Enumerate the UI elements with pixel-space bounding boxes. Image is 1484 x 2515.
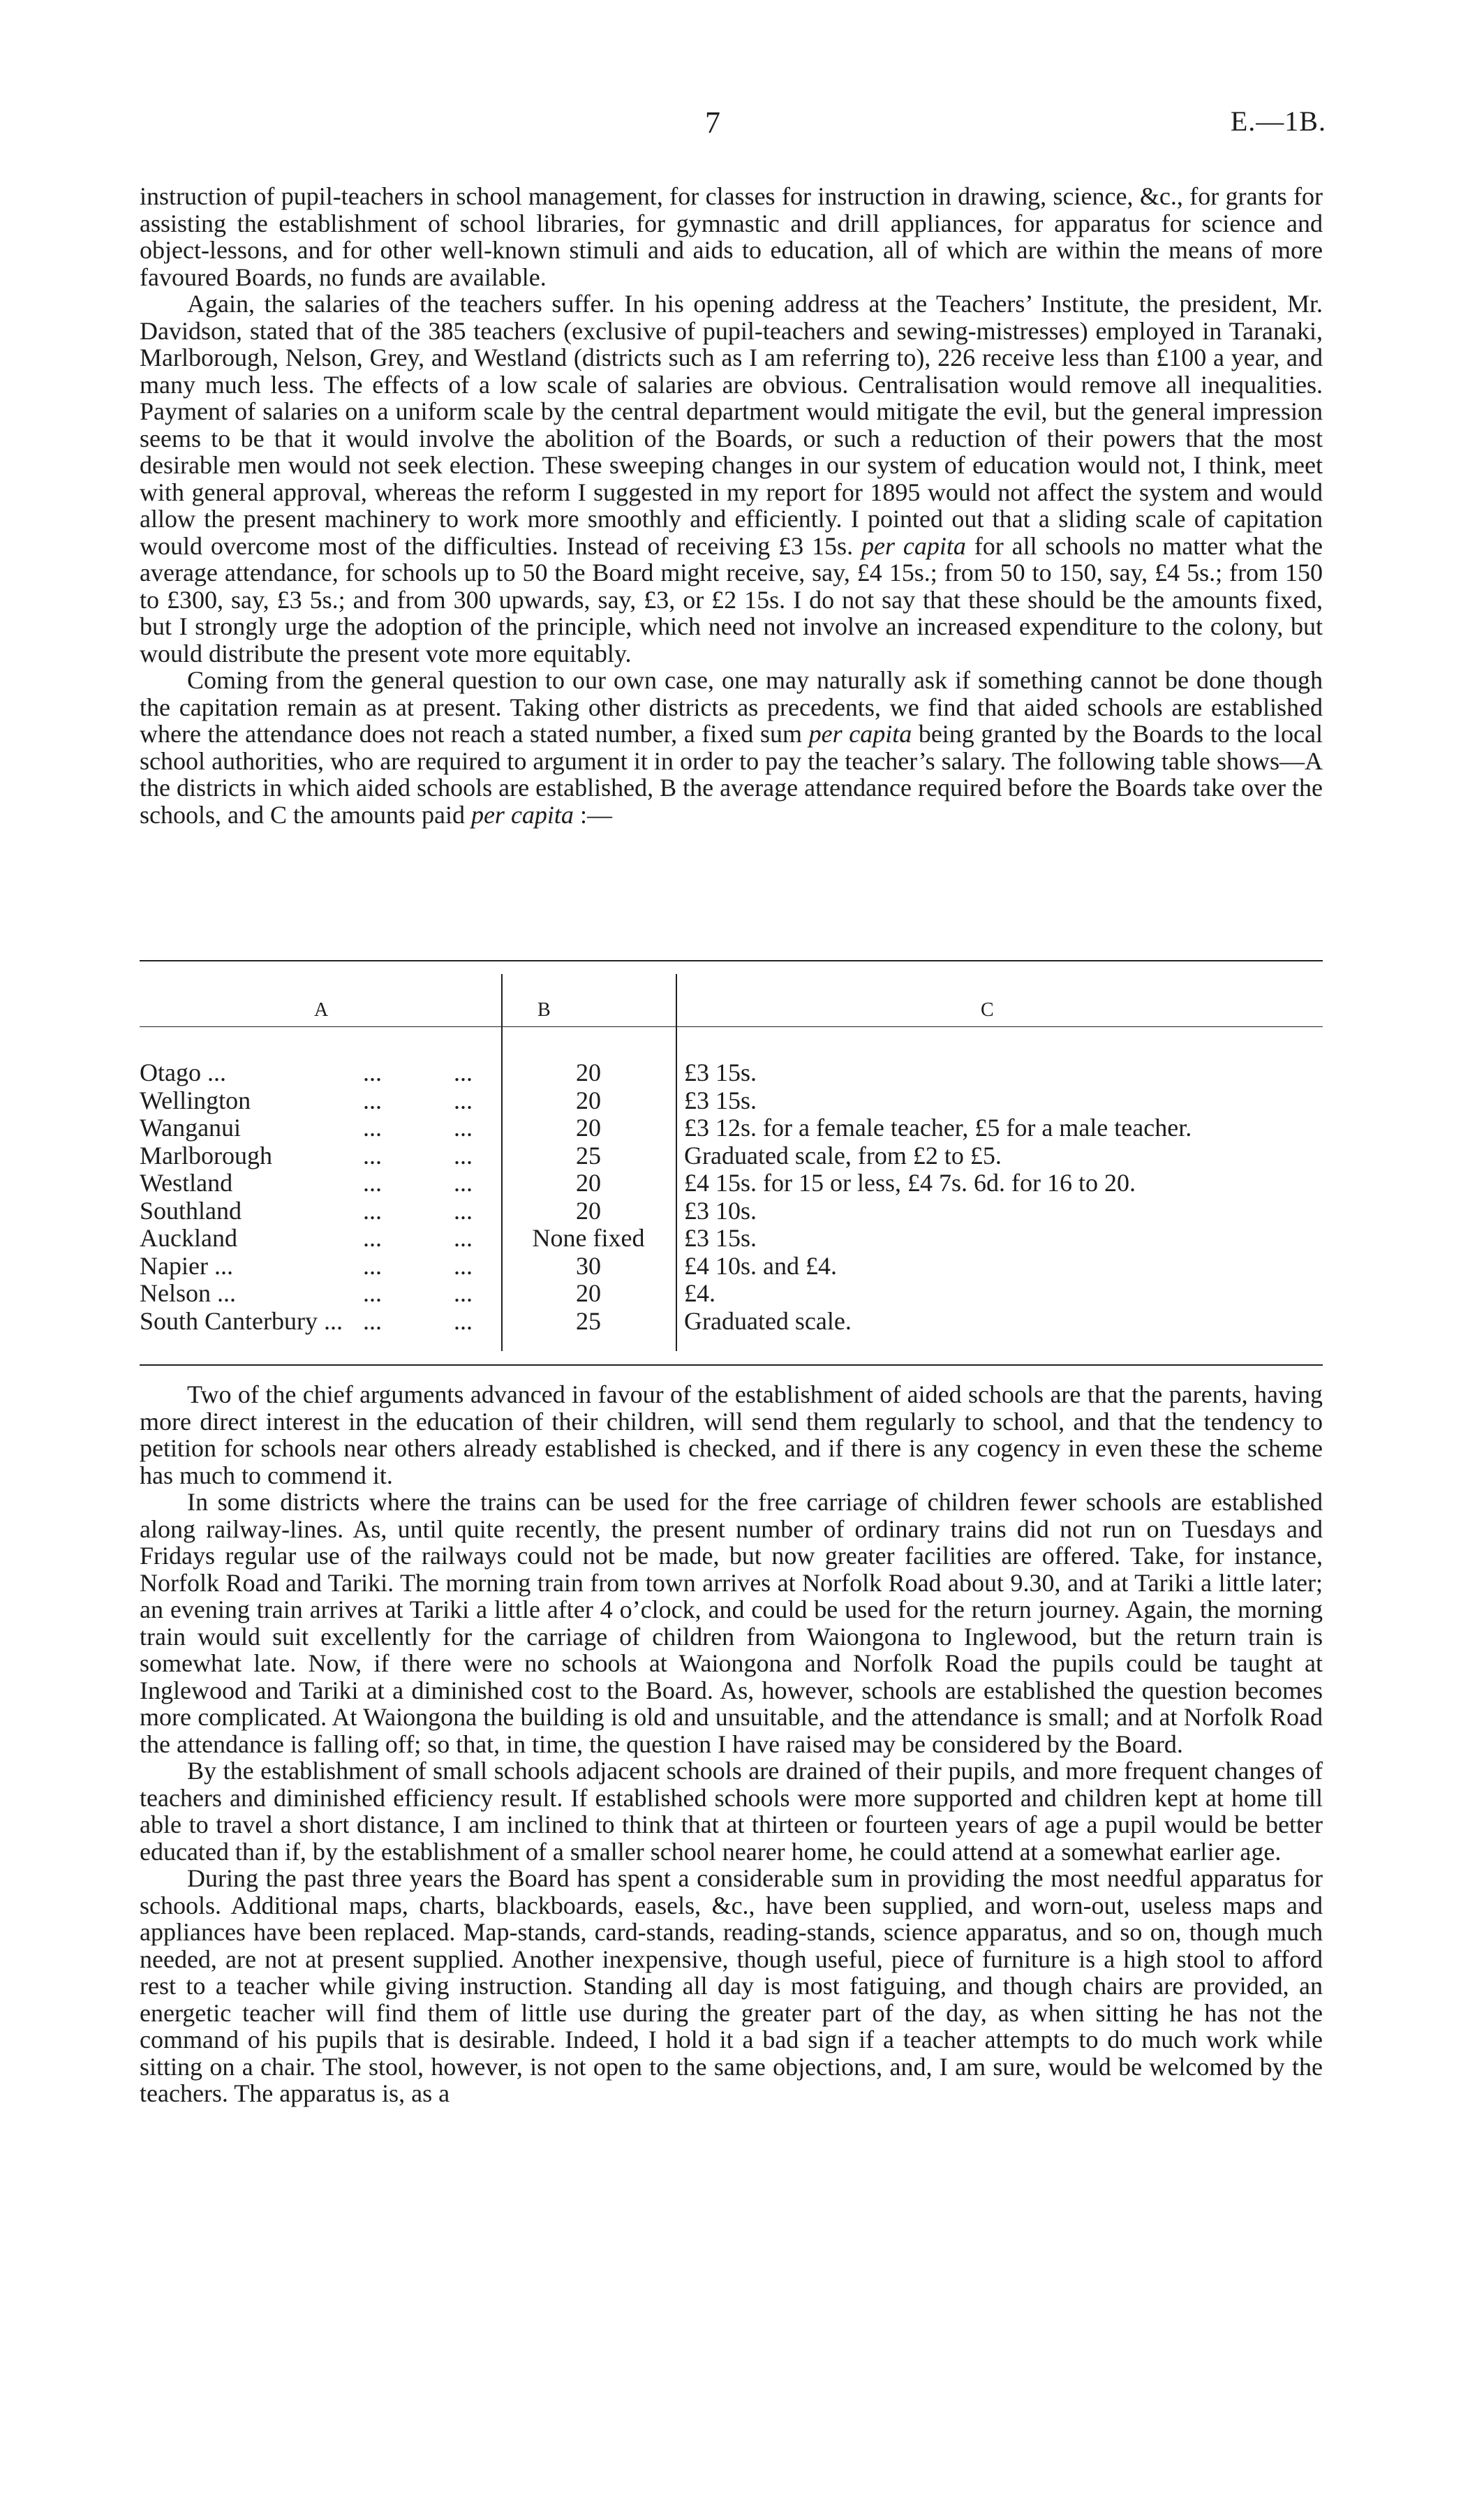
amount-cell: £3 15s. xyxy=(684,1059,757,1086)
district-cell: Napier ... xyxy=(140,1251,233,1280)
page-header xyxy=(0,105,1484,147)
attendance-cell: 20 xyxy=(576,1169,601,1197)
amount-cell: £3 12s. for a female teacher, £5 for a male teacher. xyxy=(684,1114,1192,1142)
table-row: ... ... Southland 20 £3 10s. xyxy=(140,1196,757,1225)
amount-cell: £3 10s. xyxy=(684,1196,757,1225)
attendance-cell: 20 xyxy=(576,1196,601,1225)
table-bottom-rule xyxy=(140,1364,1323,1366)
paragraph: Again, the salaries of the teachers suffer. In his opening address at the Teachers’ Institute, the president, Mr. Davidson, stated that of the 385 teachers (exclusive of pupil-teachers and sewing-mistresses) employed in Taranaki, Marlborough, Nelson, Grey, and Westland (districts such as I am referring to), 226 receive less than £100 a year, and many much less. The effects of a low scale of salaries are obvious. Centralisation would remove all inequalities. Payment of salaries on a uniform scale by the central department would mitigate the evil, but the general impression seems to be that it would involve the abolition of the Boards, or such a reduction of their powers that the most desirable men would not seek election. These sweeping changes in our system of education would not, I think, meet with general approval, whereas the reform I suggested in my report for 1895 would not affect the system and would allow the present machinery to work more smoothly and efficiently. I pointed out that a sliding scale of capitation would overcome most of the difficulties. Instead of receiving £3 15s. per capita for all schools no matter what the average attendance, for schools up to 50 the Board might receive, say, £4 15s.; from 50 to 150, say, £4 5s.; from 150 to £300, say, £3 5s.; and from 300 upwards, say, £3, or £2 15s. I do not say that these should be the amounts fixed, but I strongly urge the adoption of the principle, which need not involve an increased expenditure to the colony, but would distribute the present vote more equitably. xyxy=(140,290,1323,668)
district-cell: Southland xyxy=(140,1196,242,1225)
body-text-top xyxy=(140,183,1323,828)
amount-cell: £3 15s. xyxy=(684,1086,757,1114)
table-row: ... ... Auckland None fixed £3 15s. xyxy=(140,1224,757,1252)
column-header-b: B xyxy=(537,999,551,1021)
attendance-cell: 30 xyxy=(576,1251,601,1280)
amount-cell: Graduated scale, from £2 to £5. xyxy=(684,1141,1002,1170)
paragraph: In some districts where the trains can be used for the free carriage of children fewer schools are established along railway-lines. As, until quite recently, the present number of ordinary trains did not run on Tuesdays and Fridays regular use of the railways could not be made, but now greater facilities are offered. Take, for instance, Norfolk Road and Tariki. The morning train from town arrives at Norfolk Road about 9.30, and at Tariki a little later; an evening train arrives at Tariki a little after 4 o’clock, and could be used for the return journey. Again, the morning train would suit excellently for the carriage of children from Waiongona to Inglewood, but the return train is somewhat late. Now, if there were no schools at Waiongona and Norfolk Road the pupils could be taught at Inglewood and Tariki at a diminished cost to the Board. As, however, schools are established the question becomes more complicated. At Waiongona the building is old and unsuitable, and the attendance is small; and at Norfolk Road the attendance is falling off; so that, in time, the question I have raised may be considered by the Board. xyxy=(140,1488,1323,1758)
attendance-cell: 25 xyxy=(576,1306,601,1335)
body-text-bottom xyxy=(140,1381,1323,2107)
district-cell: Nelson ... xyxy=(140,1279,236,1307)
attendance-cell: 20 xyxy=(576,1114,601,1142)
table-body xyxy=(140,1058,1323,1334)
column-header-a: A xyxy=(314,999,329,1021)
paragraph: By the establishment of small schools adjacent schools are drained of their pupils, and more frequent changes of teachers and diminished efficiency result. If established schools were more supported and children kept at home till able to travel a short distance, I am inclined to think that at thirteen or fourteen years of age a pupil would be better educated than if, by the establishment of a smaller school nearer home, he could attend at a somewhat earlier age. xyxy=(140,1757,1323,1866)
district-cell: Otago ... xyxy=(140,1059,226,1086)
district-cell: Westland xyxy=(140,1169,233,1197)
amount-cell: £4 10s. and £4. xyxy=(684,1251,837,1280)
table-row: ... ... Westland 20 £4 15s. for 15 or less, £4 7s. 6d. for 16 to 20. xyxy=(140,1169,1136,1197)
amount-cell: £4. xyxy=(684,1279,715,1307)
amount-cell: Graduated scale. xyxy=(684,1306,852,1335)
attendance-cell: 25 xyxy=(576,1141,601,1170)
table-row: ... ... Nelson ... 20 £4. xyxy=(140,1279,715,1307)
italic-phrase: per capita xyxy=(470,800,574,829)
attendance-cell: 20 xyxy=(576,1086,601,1114)
column-header-c: C xyxy=(981,999,995,1021)
table-row: ... ... Marlborough 25 Graduated scale, from £2 to £5. xyxy=(140,1141,1002,1170)
page-number: 7 xyxy=(705,105,720,140)
paragraph: During the past three years the Board has spent a considerable sum in providing the most needful apparatus for schools. Additional maps, charts, blackboards, easels, &c., have been supplied, and worn-out, useless maps and appliances have been replaced. Map-stands, card-stands, reading-stands, science apparatus, and so on, though much needed, are not at present supplied. Another inexpensive, though useful, piece of furniture is a high stool to afford rest to a teacher while giving instruction. Standing all day is most fatiguing, and though chairs are provided, an energetic teacher will find them of little use during the greater part of the day, as when sitting he has not the command of his pupils that is desirable. Indeed, I hold it a bad sign if a teacher attempts to do much work while sitting on a chair. The stool, however, is not open to the same objections, and, I am sure, would be welcomed by the teachers. The apparatus is, as a xyxy=(140,1864,1323,2107)
district-cell: South Canterbury ... xyxy=(140,1306,343,1335)
attendance-cell: 20 xyxy=(576,1279,601,1307)
table-row: ... ... Napier ... 30 £4 10s. and £4. xyxy=(140,1251,837,1280)
table-top-rule xyxy=(140,960,1323,961)
attendance-cell: None fixed xyxy=(532,1224,645,1252)
table-row: ... ... Otago ... 20 £3 15s. xyxy=(140,1059,757,1086)
italic-phrase: per capita xyxy=(808,720,912,748)
italic-phrase: per capita xyxy=(861,531,966,560)
table-row: ... ... Wanganui 20 £3 12s. for a female teacher, £5 for a male teacher. xyxy=(140,1114,1192,1142)
aided-schools-table xyxy=(140,974,1323,1351)
amount-cell: £3 15s. xyxy=(684,1224,757,1252)
paragraph: instruction of pupil-teachers in school management, for classes for instruction in drawing, science, &c., for grants for assisting the establishment of school libraries, for gymnastic and drill appliances, for apparatus for science and object-lessons, and for other well-known stimuli and aids to education, all of which are within the means of more favoured Boards, no funds are available. xyxy=(140,182,1323,291)
district-cell: Marlborough xyxy=(140,1141,272,1170)
district-cell: Wellington xyxy=(140,1086,251,1114)
district-cell: Auckland xyxy=(140,1224,237,1252)
table-row: ... ... South Canterbury ... 25 Graduated scale. xyxy=(140,1306,852,1335)
attendance-cell: 20 xyxy=(576,1059,601,1086)
document-reference: E.—1B. xyxy=(1230,105,1326,137)
amount-cell: £4 15s. for 15 or less, £4 7s. 6d. for 16 to 20. xyxy=(684,1169,1136,1197)
paragraph: Two of the chief arguments advanced in favour of the establishment of aided schools are that the parents, having more direct interest in the education of their children, will send them regularly to school, and that the tendency to petition for schools near others already established is checked, and if there is any cogency in even these the scheme has much to commend it. xyxy=(140,1380,1323,1489)
table-row: ... ... Wellington 20 £3 15s. xyxy=(140,1086,757,1114)
paragraph: Coming from the general question to our own case, one may naturally ask if something cannot be done though the capitation remain as at present. Taking other districts as precedents, we find that aided schools are established where the attendance does not reach a stated number, a fixed sum per capita being granted by the Boards to the local school authorities, who are required to argument it in order to pay the teacher’s salary. The following table shows—A the districts in which aided schools are established, B the average attendance required before the Boards take over the schools, and C the amounts paid per capita :— xyxy=(140,666,1323,829)
district-cell: Wanganui xyxy=(140,1114,242,1142)
